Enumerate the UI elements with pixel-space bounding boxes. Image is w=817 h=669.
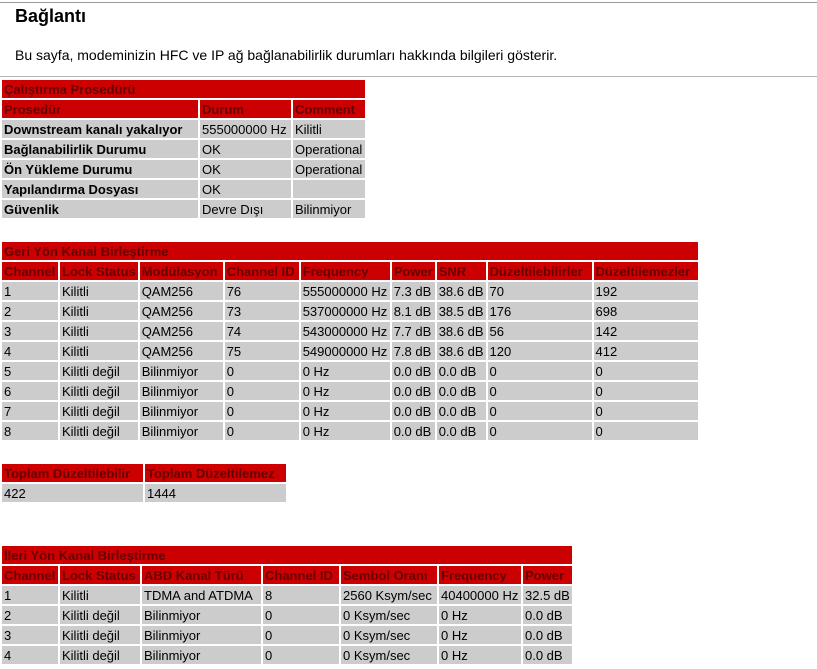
table-cell: Bağlanabilirlik Durumu: [2, 140, 198, 158]
table-row: [2, 586, 572, 604]
table-cell: OK: [200, 160, 291, 178]
table-cell: QAM256: [140, 322, 223, 340]
table-row: [2, 140, 365, 158]
table-cell: 38.6 dB: [438, 283, 484, 299]
table-cell: [293, 180, 365, 198]
table-cell: 0.0 dB: [437, 382, 486, 400]
table-cell: TDMA and ATDMA: [142, 586, 261, 604]
table-cell: 74: [225, 322, 299, 340]
table-cell: 1: [2, 586, 58, 604]
column-header: Sembol Oranı: [341, 566, 437, 584]
table-cell: 0 Hz: [439, 646, 521, 664]
table-cell: Bilinmiyor: [142, 646, 261, 664]
table-cell: 0 Hz: [301, 362, 390, 380]
table-cell: 76: [225, 282, 299, 300]
column-header: Toplam Düzeltilemez: [145, 464, 286, 482]
table-cell: Downstream kanalı yakalıyor: [2, 120, 198, 138]
table-cell: Kilitli: [60, 282, 138, 300]
table-cell: OK: [200, 140, 291, 158]
column-header: Channel: [2, 566, 58, 584]
table-cell: 8.1 dB: [392, 302, 435, 320]
table-cell: 0: [225, 402, 299, 420]
table-cell: 5: [2, 362, 58, 380]
table-row: [2, 302, 698, 320]
table-cell: 0: [263, 646, 339, 664]
table-cell: 0: [488, 362, 592, 380]
table-cell: 73: [225, 302, 299, 320]
table-cell: 7.3 dB: [392, 282, 435, 300]
table-cell: 0 Ksym/sec: [341, 606, 437, 624]
table-cell: 176: [488, 302, 592, 320]
table-cell: 412: [594, 342, 698, 360]
table-caption: İleri Yön Kanal Birleştirme: [2, 546, 572, 564]
table-cell: Kilitli: [293, 120, 365, 138]
table-cell: 555000000 Hz: [200, 120, 291, 138]
table-cell: 38.5 dB: [438, 303, 484, 319]
table-cell: 0.0 dB: [392, 382, 435, 400]
table-cell: 698: [594, 302, 698, 320]
table-cell: Kilitli değil: [60, 382, 138, 400]
table-cell: 2: [2, 606, 58, 624]
table-header-row: [2, 566, 572, 584]
table-cell: 0 Hz: [301, 382, 390, 400]
table-cell: Bilinmiyor: [140, 382, 223, 400]
table-cell: 0: [594, 422, 698, 440]
table-cell: 4: [2, 342, 58, 360]
table-cell: 0: [594, 382, 698, 400]
table-cell: 1: [2, 282, 58, 300]
table-header-row: [2, 464, 286, 482]
table-cell: 0 Ksym/sec: [341, 626, 437, 644]
column-header: Channel ID: [225, 262, 299, 280]
table-cell: 70: [488, 282, 592, 300]
upstream-channels-table: [0, 544, 574, 666]
table-cell: 0.0 dB: [392, 362, 435, 380]
table-cell: 0.0 dB: [437, 402, 486, 420]
column-header: Düzeltilemezler: [594, 262, 698, 280]
table-cell: 7.8 dB: [392, 342, 435, 360]
header-divider: [0, 76, 817, 77]
table-row: [2, 606, 572, 624]
page-description: Bu sayfa, modeminizin HFC ve IP ağ bağlanabilirlik durumları hakkında bilgileri gösterir.: [15, 47, 558, 63]
table-cell: 0: [488, 382, 592, 400]
column-header: Modülasyon: [140, 262, 223, 280]
table-cell: QAM256: [140, 282, 223, 300]
table-cell: 4: [2, 646, 58, 664]
table-cell: 0: [263, 606, 339, 624]
table-cell: Kilitli değil: [60, 606, 140, 624]
table-row: [2, 342, 698, 360]
table-cell: 40400000 Hz: [439, 586, 521, 604]
table-cell: Bilinmiyor: [293, 200, 365, 218]
table-cell: 0: [263, 626, 339, 644]
column-header: Power: [393, 263, 433, 279]
table-cell: 120: [488, 342, 592, 360]
table-cell: 2560 Ksym/sec: [341, 586, 437, 604]
table-cell: 0 Hz: [301, 402, 390, 420]
column-header: Power: [523, 566, 572, 584]
table-cell: 3: [2, 322, 58, 340]
table-cell: OK: [200, 180, 291, 198]
column-header: Lock Status: [62, 263, 136, 279]
table-row: [2, 626, 572, 644]
top-divider: [0, 2, 817, 3]
column-header: Toplam Düzeltilebilir: [2, 464, 143, 482]
table-cell: 0.0 dB: [392, 422, 435, 440]
column-header: SNR: [437, 262, 486, 280]
table-cell: 555000000 Hz: [301, 282, 390, 300]
page-title: Bağlantı: [15, 6, 87, 26]
table-cell: Bilinmiyor: [140, 402, 223, 420]
table-cell: Bilinmiyor: [140, 362, 223, 380]
table-cell: 3: [2, 626, 58, 644]
table-cell: 0.0 dB: [523, 646, 572, 664]
table-cell: 38.6 dB: [438, 343, 484, 359]
startup-procedure-table: [0, 78, 367, 220]
table-caption: Geri Yön Kanal Birleştirme: [2, 242, 698, 260]
column-header: Frequency: [439, 566, 521, 584]
table-cell: QAM256: [140, 342, 223, 360]
table-row: [2, 362, 698, 380]
table-row: [2, 382, 698, 400]
column-header: Comment: [293, 100, 365, 118]
table-cell: Operational: [293, 140, 365, 158]
table-cell: Yapılandırma Dosyası: [2, 180, 198, 198]
table-cell: 75: [225, 342, 299, 360]
table-row: [2, 200, 365, 218]
table-cell: Bilinmiyor: [142, 626, 261, 644]
table-caption: Çalıştırma Prosedürü: [2, 80, 365, 98]
column-header: Lock Status: [60, 566, 140, 584]
table-cell: Operational: [293, 160, 365, 178]
table-row: [2, 120, 365, 138]
downstream-channels-table: [0, 240, 700, 442]
table-cell: Kilitli değil: [60, 646, 140, 664]
table-cell: 32.5 dB: [525, 587, 570, 603]
table-cell: 0: [594, 362, 698, 380]
table-cell: 6: [2, 382, 58, 400]
table-cell: 0: [225, 362, 299, 380]
column-header: Düzeltilebilirler: [488, 262, 592, 280]
table-cell: Kilitli değil: [60, 422, 138, 440]
table-cell: Ön Yükleme Durumu: [2, 160, 198, 178]
table-row: [2, 180, 365, 198]
table-cell: 38.6 dB: [438, 323, 484, 339]
table-cell: 0.0 dB: [392, 402, 435, 420]
table-cell: 0 Hz: [301, 422, 390, 440]
table-header-row: [2, 262, 698, 280]
table-cell: Devre Dışı: [200, 200, 291, 218]
table-cell: 0.0 dB: [523, 606, 572, 624]
table-row: [2, 322, 698, 340]
table-cell: 0.0 dB: [523, 626, 572, 644]
table-cell: 0: [225, 382, 299, 400]
table-cell: Kilitli: [60, 322, 138, 340]
table-cell: Kilitli: [60, 342, 138, 360]
totals-table: [0, 462, 288, 504]
column-header: Prosedür: [2, 100, 198, 118]
table-cell: Bilinmiyor: [142, 606, 261, 624]
column-header: Channel: [2, 262, 58, 280]
table-cell: 1444: [145, 484, 286, 502]
table-cell: 0: [488, 422, 592, 440]
column-header: Frequency: [301, 262, 390, 280]
table-cell: Kilitli: [60, 586, 140, 604]
table-cell: 56: [488, 322, 592, 340]
table-cell: Kilitli: [60, 302, 138, 320]
table-cell: Kilitli değil: [60, 402, 138, 420]
table-cell: 0 Hz: [439, 606, 521, 624]
table-cell: 422: [2, 484, 143, 502]
table-row: [2, 282, 698, 300]
table-cell: 0 Hz: [439, 626, 521, 644]
table-cell: Kilitli değil: [60, 626, 140, 644]
table-cell: 142: [594, 322, 698, 340]
table-cell: 543000000 Hz: [301, 322, 390, 340]
table-cell: 192: [594, 282, 698, 300]
table-cell: 0: [594, 402, 698, 420]
table-cell: 0.0 dB: [437, 422, 486, 440]
table-cell: 7.7 dB: [392, 322, 435, 340]
table-cell: 0.0 dB: [437, 362, 486, 380]
table-cell: 2: [2, 302, 58, 320]
table-cell: 549000000 Hz: [301, 342, 390, 360]
table-cell: 537000000 Hz: [301, 302, 390, 320]
table-cell: Bilinmiyor: [140, 422, 223, 440]
table-cell: 0 Ksym/sec: [341, 646, 437, 664]
table-row: [2, 160, 365, 178]
column-header: Channel ID: [263, 566, 339, 584]
table-cell: 8: [2, 422, 58, 440]
column-header: ABD Kanal Türü: [142, 566, 261, 584]
column-header: Durum: [200, 100, 291, 118]
table-row: [2, 484, 286, 502]
table-cell: Kilitli değil: [60, 362, 138, 380]
table-cell: Güvenlik: [2, 200, 198, 218]
table-cell: 0: [488, 402, 592, 420]
table-cell: 7: [2, 402, 58, 420]
table-cell: 8: [263, 586, 339, 604]
table-cell: 0: [225, 422, 299, 440]
table-row: [2, 402, 698, 420]
table-header-row: [2, 100, 365, 118]
table-row: [2, 646, 572, 664]
table-row: [2, 422, 698, 440]
table-cell: QAM256: [140, 302, 223, 320]
